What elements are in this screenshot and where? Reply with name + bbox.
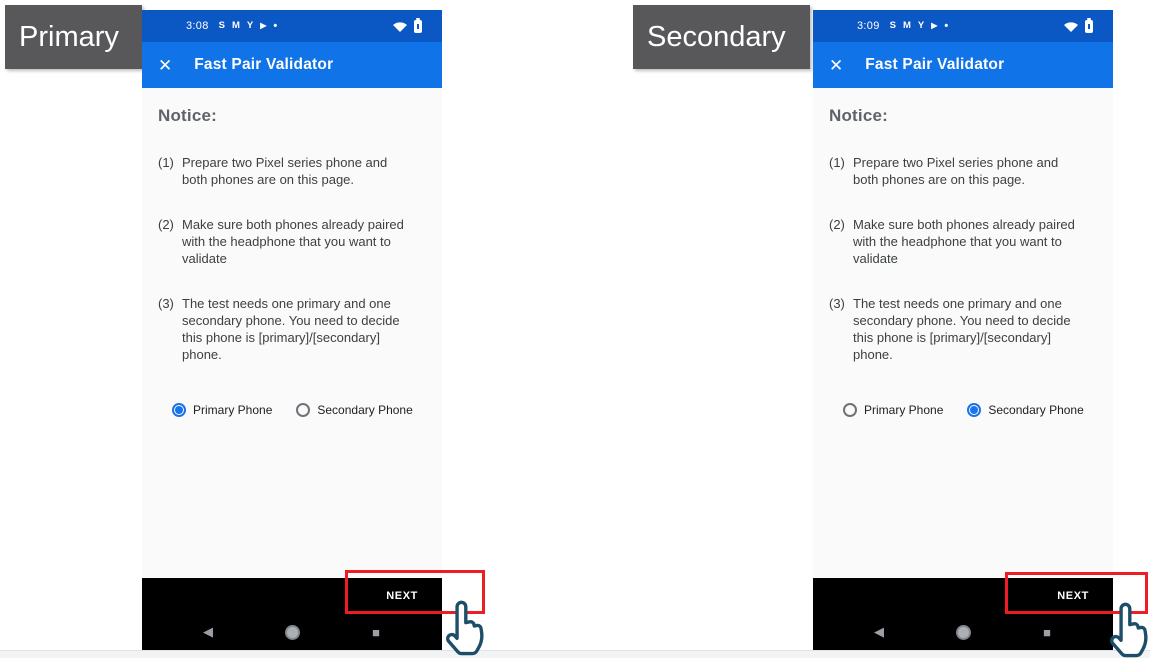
gmail-icon: M — [902, 20, 911, 32]
android-nav-bar — [142, 614, 442, 650]
pointer-hand-icon — [436, 598, 488, 658]
item-number: (1) — [829, 155, 845, 170]
youtube-icon: ▶ — [260, 21, 267, 30]
status-time: 3:08 — [186, 20, 209, 32]
phone-screenshot-primary — [142, 10, 442, 650]
notice-item-2 — [158, 216, 426, 267]
radio-label: Primary Phone — [864, 403, 944, 417]
app-bar — [142, 42, 442, 88]
phone-role-radio-group — [829, 403, 1097, 417]
notification-dot-icon: • — [944, 19, 949, 32]
radio-primary-phone[interactable] — [172, 403, 272, 417]
nav-back-icon[interactable]: ◀ — [874, 624, 884, 639]
annotation-label-primary — [5, 5, 142, 69]
radio-secondary-phone[interactable] — [967, 403, 1083, 417]
notice-content — [813, 88, 1113, 578]
radio-primary-phone[interactable] — [843, 403, 943, 417]
y-app-icon: Y — [917, 20, 925, 32]
item-number: (1) — [158, 155, 174, 170]
next-button[interactable]: NEXT — [1057, 590, 1089, 602]
item-text: Prepare two Pixel series phone and both phones are on this page. — [853, 155, 1059, 187]
annotation-label-primary-text: Primary — [19, 20, 119, 53]
y-app-icon: Y — [246, 20, 254, 32]
item-text: The test needs one primary and one secondary phone. You need to decide this phone is [primary]/[secondary] phone. — [853, 296, 1071, 362]
annotation-label-secondary-text: Secondary — [647, 20, 786, 53]
gmail-icon: M — [231, 20, 240, 32]
notice-heading: Notice: — [158, 106, 218, 125]
notice-item-1 — [158, 154, 426, 188]
notice-item-3 — [829, 295, 1097, 363]
phone-role-radio-group — [158, 403, 426, 417]
nav-home-icon[interactable] — [955, 625, 971, 640]
youtube-icon: ▶ — [931, 21, 938, 30]
radio-button-icon[interactable] — [843, 403, 857, 417]
notice-content — [142, 88, 442, 578]
annotation-label-secondary — [633, 5, 810, 69]
close-icon[interactable]: ✕ — [158, 55, 173, 75]
s-app-icon: S — [218, 20, 225, 32]
radio-button-icon[interactable] — [296, 403, 310, 417]
s-app-icon: S — [889, 20, 896, 32]
radio-button-icon[interactable] — [172, 403, 186, 417]
item-number: (3) — [829, 296, 845, 311]
notification-dot-icon: • — [273, 19, 278, 32]
notice-item-2 — [829, 216, 1097, 267]
radio-label: Primary Phone — [193, 403, 273, 417]
wifi-icon — [393, 21, 407, 32]
nav-back-icon[interactable]: ◀ — [203, 624, 213, 639]
radio-secondary-phone[interactable] — [296, 403, 412, 417]
radio-label: Secondary Phone — [988, 403, 1084, 417]
status-bar — [813, 10, 1113, 42]
status-time: 3:09 — [857, 20, 880, 32]
notice-heading: Notice: — [829, 106, 889, 125]
app-title: Fast Pair Validator — [194, 56, 334, 73]
battery-icon — [414, 20, 422, 33]
battery-icon — [1085, 20, 1093, 33]
close-icon[interactable]: ✕ — [829, 55, 844, 75]
item-text: Make sure both phones already paired with the headphone that you want to validate — [853, 217, 1075, 266]
nav-recents-icon[interactable]: ■ — [372, 624, 380, 640]
notice-item-1 — [829, 154, 1097, 188]
phone-screenshot-secondary — [813, 10, 1113, 650]
item-number: (3) — [158, 296, 174, 311]
pointer-hand-icon — [1100, 600, 1150, 658]
app-bar — [813, 42, 1113, 88]
radio-label: Secondary Phone — [317, 403, 413, 417]
nav-home-icon[interactable] — [284, 625, 300, 640]
app-title: Fast Pair Validator — [865, 56, 1005, 73]
notice-item-3 — [158, 295, 426, 363]
item-text: The test needs one primary and one secondary phone. You need to decide this phone is [primary]/[secondary] phone. — [182, 296, 400, 362]
nav-recents-icon[interactable]: ■ — [1043, 624, 1051, 640]
page-bottom-strip — [0, 650, 1150, 658]
next-button[interactable]: NEXT — [386, 590, 418, 602]
wifi-icon — [1064, 21, 1078, 32]
item-number: (2) — [829, 217, 845, 232]
item-text: Prepare two Pixel series phone and both phones are on this page. — [182, 155, 388, 187]
item-text: Make sure both phones already paired with the headphone that you want to validate — [182, 217, 404, 266]
status-bar — [142, 10, 442, 42]
radio-button-icon[interactable] — [967, 403, 981, 417]
item-number: (2) — [158, 217, 174, 232]
android-nav-bar — [813, 614, 1113, 650]
